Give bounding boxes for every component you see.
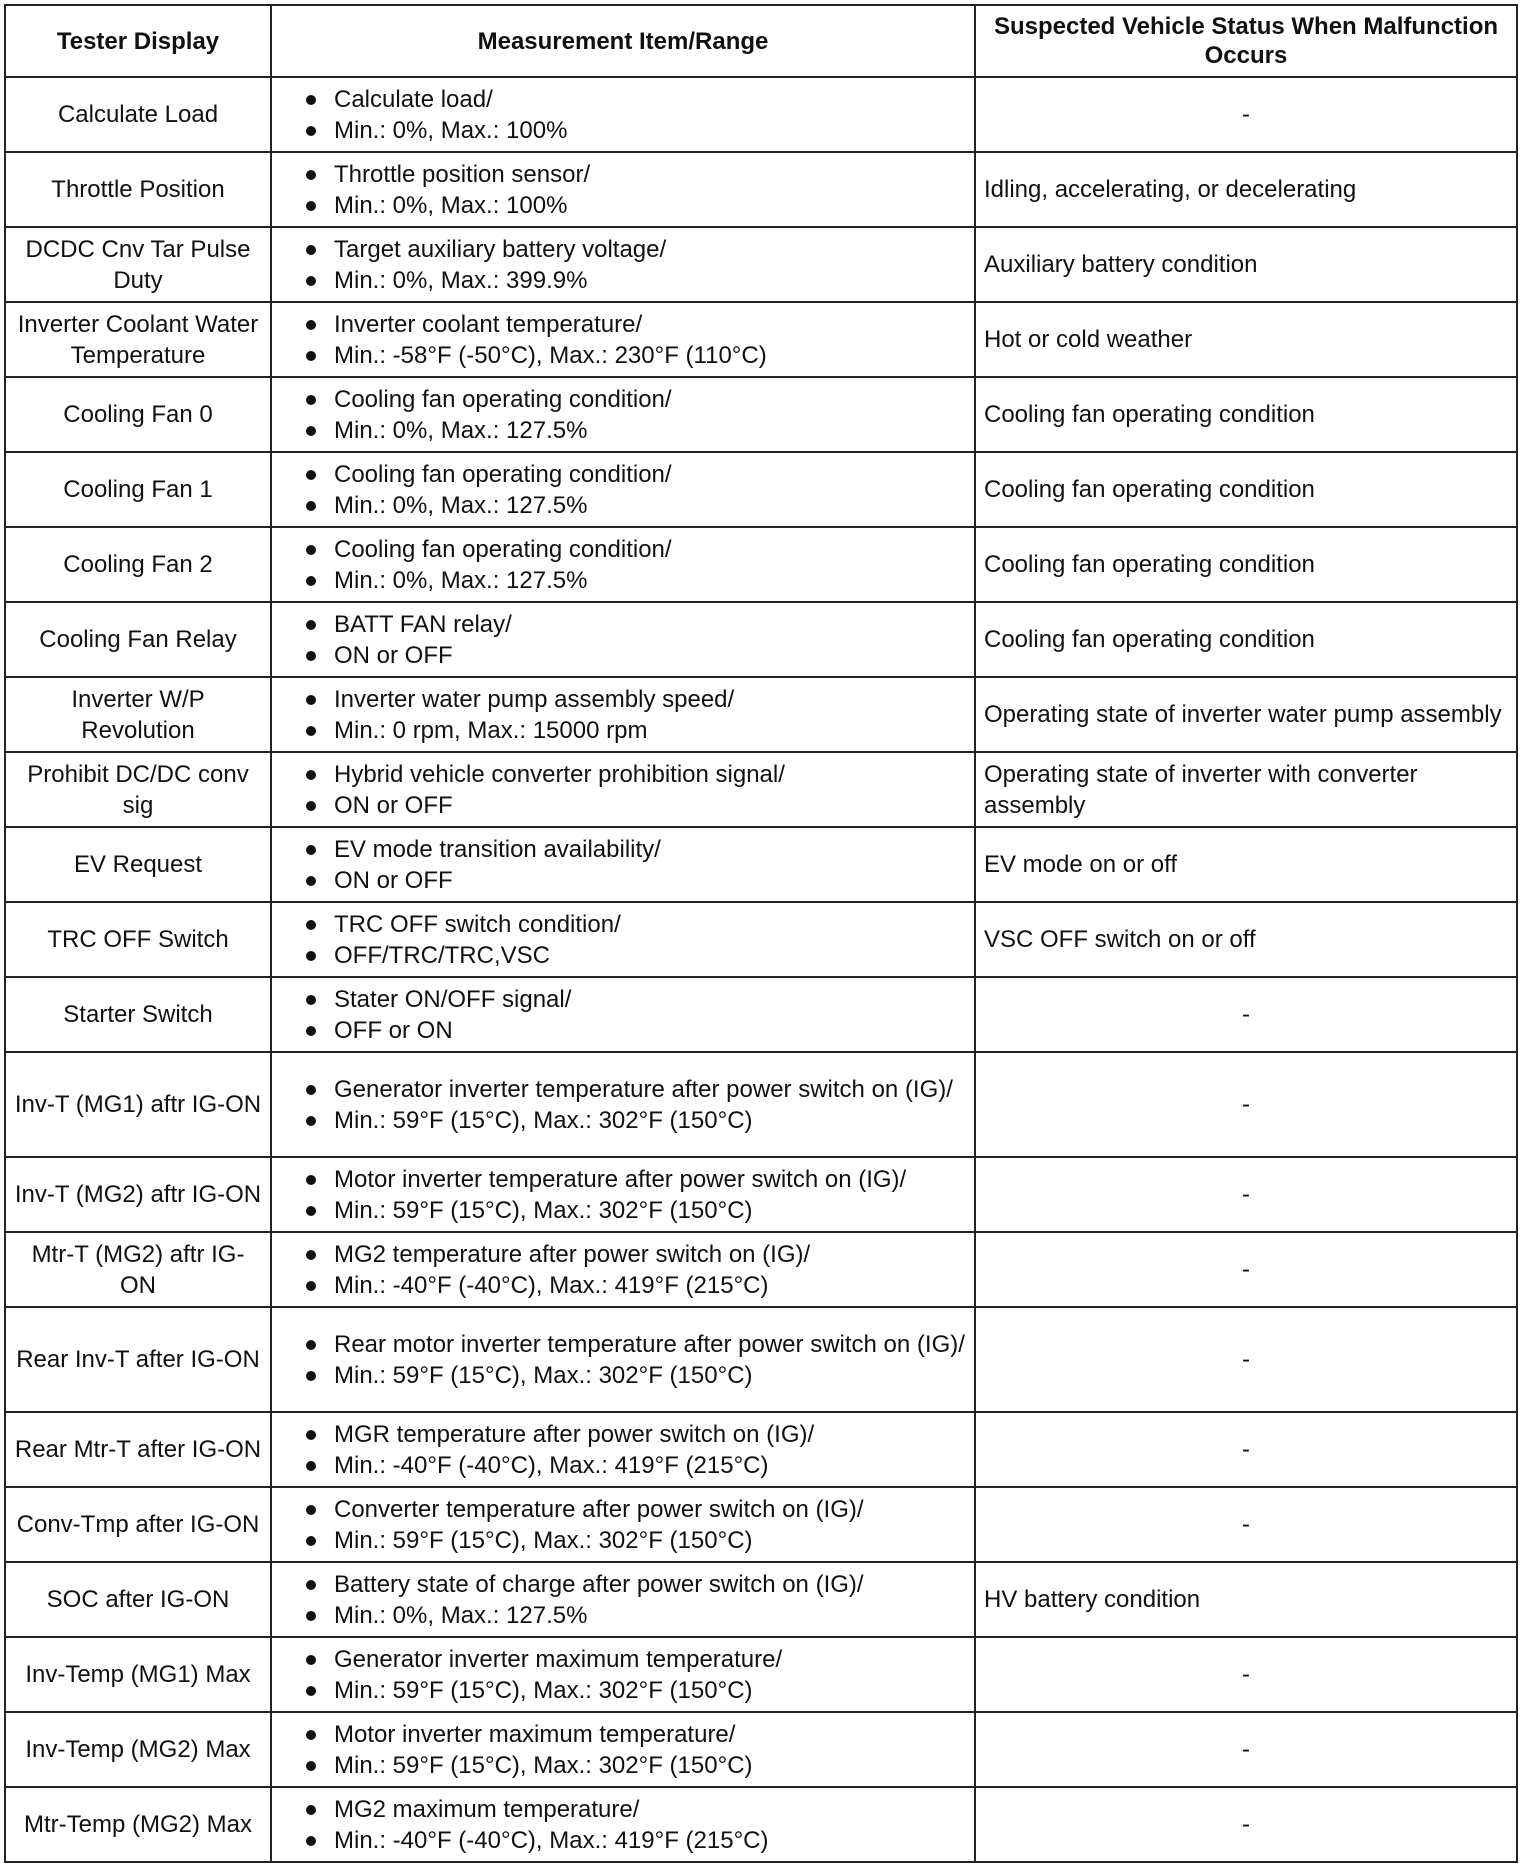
measurement-range: Min.: -40°F (-40°C), Max.: 419°F (215°C) xyxy=(280,1450,966,1481)
measurement-list xyxy=(280,1329,966,1391)
measurement-range: Min.: 0%, Max.: 127.5% xyxy=(280,565,966,596)
measurement-cell xyxy=(271,827,975,902)
tester-display-cell: Inverter W/P Revolution xyxy=(5,677,271,752)
measurement-list xyxy=(280,534,966,596)
table-row xyxy=(5,1637,1517,1712)
table-row xyxy=(5,977,1517,1052)
status-cell: Cooling fan operating condition xyxy=(975,377,1517,452)
measurement-item: Converter temperature after power switch on (IG)/ xyxy=(280,1494,966,1525)
measurement-item: MGR temperature after power switch on (IG)/ xyxy=(280,1419,966,1450)
measurement-list xyxy=(280,459,966,521)
measurement-range: Min.: 59°F (15°C), Max.: 302°F (150°C) xyxy=(280,1525,966,1556)
measurement-item: BATT FAN relay/ xyxy=(280,609,966,640)
table-row xyxy=(5,1562,1517,1637)
measurement-list xyxy=(280,1569,966,1631)
header-status: Suspected Vehicle Status When Malfunction Occurs xyxy=(975,5,1517,77)
table-row xyxy=(5,1487,1517,1562)
measurement-range: ON or OFF xyxy=(280,640,966,671)
measurement-list xyxy=(280,609,966,671)
measurement-item: Motor inverter maximum temperature/ xyxy=(280,1719,966,1750)
measurement-range: Min.: -40°F (-40°C), Max.: 419°F (215°C) xyxy=(280,1825,966,1856)
measurement-list xyxy=(280,309,966,371)
table-row xyxy=(5,1787,1517,1862)
status-cell: - xyxy=(975,1232,1517,1307)
measurement-range: Min.: -58°F (-50°C), Max.: 230°F (110°C) xyxy=(280,340,966,371)
status-cell: - xyxy=(975,977,1517,1052)
status-cell: - xyxy=(975,1052,1517,1157)
status-cell: Operating state of inverter water pump assembly xyxy=(975,677,1517,752)
data-list-table xyxy=(4,4,1518,1863)
measurement-item: Calculate load/ xyxy=(280,84,966,115)
measurement-range: ON or OFF xyxy=(280,865,966,896)
tester-display-cell: Cooling Fan 2 xyxy=(5,527,271,602)
measurement-range: Min.: 59°F (15°C), Max.: 302°F (150°C) xyxy=(280,1675,966,1706)
measurement-range: Min.: 0%, Max.: 399.9% xyxy=(280,265,966,296)
measurement-item: MG2 maximum temperature/ xyxy=(280,1794,966,1825)
table-row xyxy=(5,227,1517,302)
measurement-range: Min.: 59°F (15°C), Max.: 302°F (150°C) xyxy=(280,1105,966,1136)
measurement-range: Min.: 0%, Max.: 100% xyxy=(280,115,966,146)
measurement-item: Battery state of charge after power switch on (IG)/ xyxy=(280,1569,966,1600)
measurement-cell xyxy=(271,902,975,977)
tester-display-cell: Inv-Temp (MG1) Max xyxy=(5,1637,271,1712)
table-row xyxy=(5,1052,1517,1157)
measurement-cell xyxy=(271,227,975,302)
table-row xyxy=(5,377,1517,452)
table-row xyxy=(5,677,1517,752)
tester-display-cell: Inv-T (MG1) aftr IG-ON xyxy=(5,1052,271,1157)
status-cell: Cooling fan operating condition xyxy=(975,527,1517,602)
measurement-item: Generator inverter temperature after power switch on (IG)/ xyxy=(280,1074,966,1105)
measurement-item: Throttle position sensor/ xyxy=(280,159,966,190)
measurement-range: Min.: 0%, Max.: 127.5% xyxy=(280,415,966,446)
measurement-cell xyxy=(271,1307,975,1412)
measurement-list xyxy=(280,759,966,821)
table-row xyxy=(5,452,1517,527)
status-cell: - xyxy=(975,1787,1517,1862)
status-cell: Idling, accelerating, or decelerating xyxy=(975,152,1517,227)
table-row xyxy=(5,1712,1517,1787)
table-row xyxy=(5,77,1517,152)
measurement-range: Min.: 0%, Max.: 127.5% xyxy=(280,1600,966,1631)
measurement-range: Min.: 0%, Max.: 100% xyxy=(280,190,966,221)
measurement-list xyxy=(280,984,966,1046)
measurement-list xyxy=(280,1644,966,1706)
measurement-list xyxy=(280,909,966,971)
measurement-list xyxy=(280,1074,966,1136)
measurement-range: OFF or ON xyxy=(280,1015,966,1046)
header-measurement: Measurement Item/Range xyxy=(271,5,975,77)
status-cell: Hot or cold weather xyxy=(975,302,1517,377)
measurement-item: TRC OFF switch condition/ xyxy=(280,909,966,940)
measurement-item: Hybrid vehicle converter prohibition signal/ xyxy=(280,759,966,790)
tester-display-cell: Mtr-Temp (MG2) Max xyxy=(5,1787,271,1862)
measurement-item: Stater ON/OFF signal/ xyxy=(280,984,966,1015)
tester-display-cell: Mtr-T (MG2) aftr IG-ON xyxy=(5,1232,271,1307)
status-cell: - xyxy=(975,1487,1517,1562)
measurement-range: Min.: 59°F (15°C), Max.: 302°F (150°C) xyxy=(280,1195,966,1226)
table-row xyxy=(5,1157,1517,1232)
tester-display-cell: SOC after IG-ON xyxy=(5,1562,271,1637)
measurement-item: EV mode transition availability/ xyxy=(280,834,966,865)
measurement-item: Generator inverter maximum temperature/ xyxy=(280,1644,966,1675)
table-row xyxy=(5,752,1517,827)
tester-display-cell: TRC OFF Switch xyxy=(5,902,271,977)
tester-display-cell: DCDC Cnv Tar Pulse Duty xyxy=(5,227,271,302)
measurement-list xyxy=(280,1164,966,1226)
status-cell: Cooling fan operating condition xyxy=(975,602,1517,677)
tester-display-cell: EV Request xyxy=(5,827,271,902)
measurement-list xyxy=(280,684,966,746)
tester-display-cell: Rear Inv-T after IG-ON xyxy=(5,1307,271,1412)
measurement-item: Cooling fan operating condition/ xyxy=(280,534,966,565)
tester-display-cell: Throttle Position xyxy=(5,152,271,227)
measurement-range: ON or OFF xyxy=(280,790,966,821)
table-row xyxy=(5,1307,1517,1412)
status-cell: Auxiliary battery condition xyxy=(975,227,1517,302)
status-cell: EV mode on or off xyxy=(975,827,1517,902)
measurement-range: Min.: 0%, Max.: 127.5% xyxy=(280,490,966,521)
measurement-cell xyxy=(271,1787,975,1862)
status-cell: Operating state of inverter with converter assembly xyxy=(975,752,1517,827)
measurement-list xyxy=(280,1794,966,1856)
measurement-item: Cooling fan operating condition/ xyxy=(280,459,966,490)
measurement-list xyxy=(280,834,966,896)
table-row xyxy=(5,152,1517,227)
measurement-list xyxy=(280,159,966,221)
measurement-item: Target auxiliary battery voltage/ xyxy=(280,234,966,265)
measurement-list xyxy=(280,1719,966,1781)
table-row xyxy=(5,827,1517,902)
measurement-range: OFF/TRC/TRC,VSC xyxy=(280,940,966,971)
tester-display-cell: Inverter Coolant Water Temperature xyxy=(5,302,271,377)
measurement-range: Min.: 0 rpm, Max.: 15000 rpm xyxy=(280,715,966,746)
measurement-cell xyxy=(271,77,975,152)
table-row xyxy=(5,1232,1517,1307)
table-row xyxy=(5,527,1517,602)
status-cell: - xyxy=(975,1712,1517,1787)
measurement-cell xyxy=(271,527,975,602)
status-cell: - xyxy=(975,1157,1517,1232)
measurement-list xyxy=(280,84,966,146)
measurement-item: Inverter water pump assembly speed/ xyxy=(280,684,966,715)
measurement-cell xyxy=(271,752,975,827)
status-cell: VSC OFF switch on or off xyxy=(975,902,1517,977)
measurement-cell xyxy=(271,302,975,377)
tester-display-cell: Inv-Temp (MG2) Max xyxy=(5,1712,271,1787)
status-cell: - xyxy=(975,1637,1517,1712)
tester-display-cell: Cooling Fan 0 xyxy=(5,377,271,452)
tester-display-cell: Cooling Fan 1 xyxy=(5,452,271,527)
measurement-list xyxy=(280,384,966,446)
measurement-item: Rear motor inverter temperature after power switch on (IG)/ xyxy=(280,1329,966,1360)
tester-display-cell: Cooling Fan Relay xyxy=(5,602,271,677)
tester-display-cell: Calculate Load xyxy=(5,77,271,152)
table-body xyxy=(5,77,1517,1862)
measurement-item: MG2 temperature after power switch on (IG)/ xyxy=(280,1239,966,1270)
measurement-cell xyxy=(271,377,975,452)
measurement-range: Min.: -40°F (-40°C), Max.: 419°F (215°C) xyxy=(280,1270,966,1301)
status-cell: HV battery condition xyxy=(975,1562,1517,1637)
table-row xyxy=(5,1412,1517,1487)
tester-display-cell: Rear Mtr-T after IG-ON xyxy=(5,1412,271,1487)
measurement-cell xyxy=(271,1712,975,1787)
measurement-cell xyxy=(271,602,975,677)
measurement-list xyxy=(280,234,966,296)
measurement-item: Inverter coolant temperature/ xyxy=(280,309,966,340)
measurement-cell xyxy=(271,1412,975,1487)
measurement-item: Cooling fan operating condition/ xyxy=(280,384,966,415)
measurement-cell xyxy=(271,1637,975,1712)
measurement-cell xyxy=(271,1232,975,1307)
measurement-cell xyxy=(271,1157,975,1232)
measurement-cell xyxy=(271,152,975,227)
header-tester-display: Tester Display xyxy=(5,5,271,77)
measurement-cell xyxy=(271,1562,975,1637)
measurement-range: Min.: 59°F (15°C), Max.: 302°F (150°C) xyxy=(280,1750,966,1781)
header-row xyxy=(5,5,1517,77)
table-row xyxy=(5,302,1517,377)
table-row xyxy=(5,602,1517,677)
tester-display-cell: Inv-T (MG2) aftr IG-ON xyxy=(5,1157,271,1232)
status-cell: - xyxy=(975,77,1517,152)
measurement-cell xyxy=(271,1052,975,1157)
measurement-cell xyxy=(271,677,975,752)
measurement-range: Min.: 59°F (15°C), Max.: 302°F (150°C) xyxy=(280,1360,966,1391)
tester-display-cell: Starter Switch xyxy=(5,977,271,1052)
tester-display-cell: Prohibit DC/DC conv sig xyxy=(5,752,271,827)
table-row xyxy=(5,902,1517,977)
measurement-cell xyxy=(271,452,975,527)
measurement-list xyxy=(280,1494,966,1556)
measurement-cell xyxy=(271,1487,975,1562)
measurement-list xyxy=(280,1239,966,1301)
tester-display-cell: Conv-Tmp after IG-ON xyxy=(5,1487,271,1562)
measurement-list xyxy=(280,1419,966,1481)
measurement-cell xyxy=(271,977,975,1052)
status-cell: Cooling fan operating condition xyxy=(975,452,1517,527)
measurement-item: Motor inverter temperature after power switch on (IG)/ xyxy=(280,1164,966,1195)
status-cell: - xyxy=(975,1412,1517,1487)
status-cell: - xyxy=(975,1307,1517,1412)
